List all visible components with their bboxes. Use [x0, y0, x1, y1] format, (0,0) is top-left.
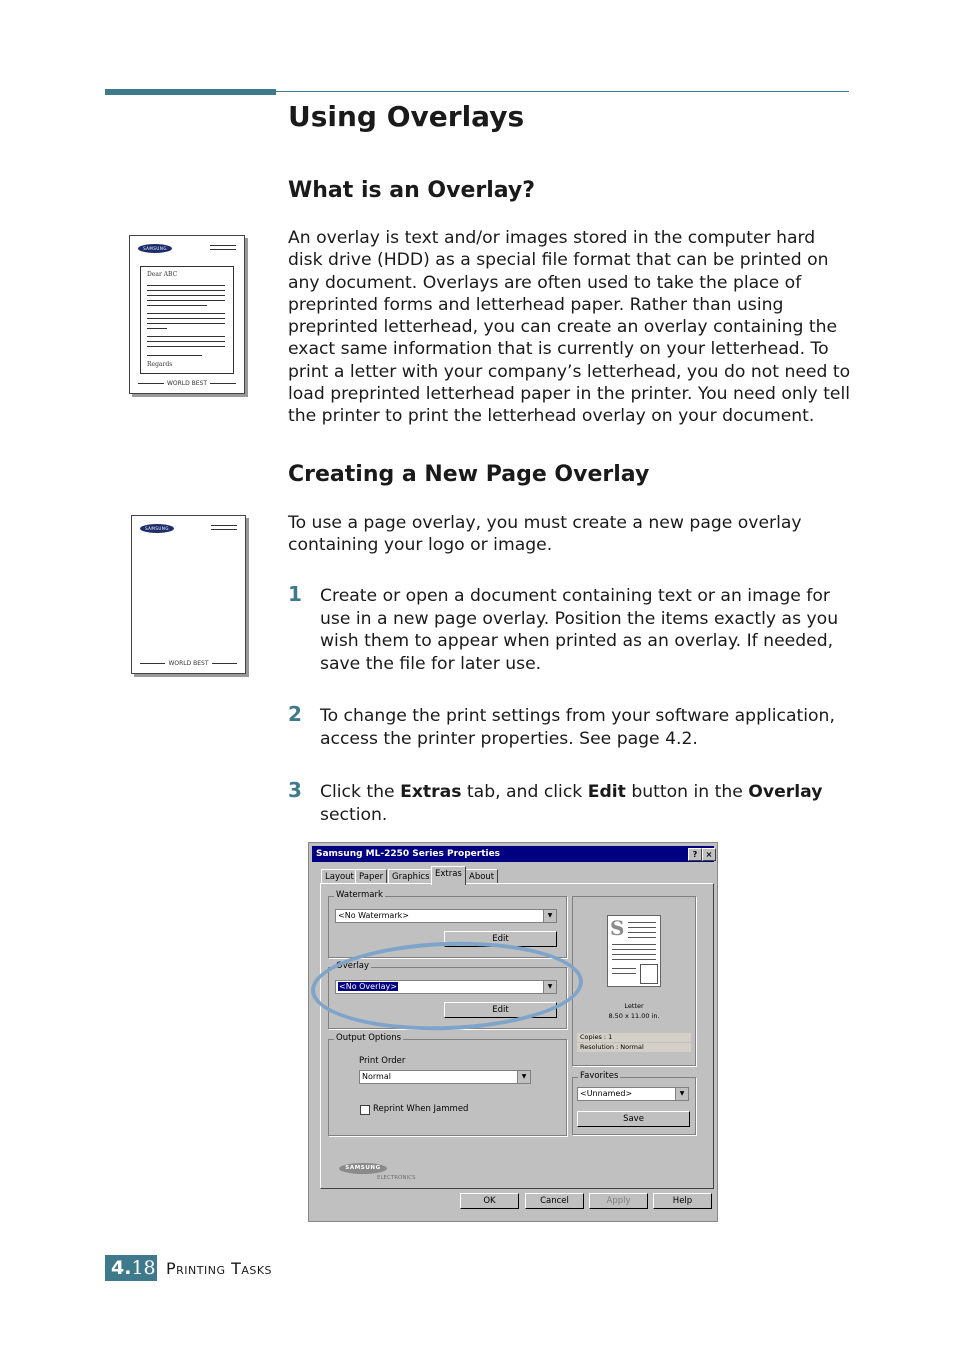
page-title: Using Overlays: [288, 100, 525, 133]
chevron-down-icon: ▼: [543, 910, 556, 922]
text-line: [612, 944, 656, 945]
step-number: 1: [288, 582, 302, 606]
overlay-box: [640, 964, 658, 984]
favorites-save-button[interactable]: Save: [577, 1111, 690, 1127]
apply-button[interactable]: Apply: [589, 1193, 648, 1209]
tab-about[interactable]: About: [465, 869, 498, 884]
favorites-label: Favorites: [580, 1071, 619, 1081]
preview-pane: [572, 896, 696, 1066]
text-line: [628, 932, 656, 933]
dialog-title: Samsung ML-2250 Series Properties: [316, 849, 501, 859]
text-line: [147, 305, 207, 306]
tab-extras[interactable]: Extras: [431, 866, 466, 885]
header-line: [210, 245, 236, 246]
step-text: To change the print settings from your software application, access the printer properties. See page 4.2.: [320, 706, 835, 749]
text-line: [147, 346, 225, 347]
step-number: 2: [288, 702, 302, 726]
preview-letter: S: [610, 916, 625, 940]
chevron-down-icon: ▼: [517, 1071, 530, 1083]
overlay-edit-button[interactable]: Edit: [444, 1002, 557, 1018]
text-line: [612, 949, 656, 950]
letterhead-thumbnail: [131, 515, 246, 674]
header-line: [211, 529, 237, 530]
output-options-group: [328, 1033, 567, 1136]
close-icon[interactable]: ×: [702, 848, 716, 861]
samsung-logo-icon: SAMSUNG: [140, 524, 174, 533]
letter-closing: Regards: [147, 361, 173, 368]
help-button[interactable]: Help: [653, 1193, 712, 1209]
text-line: [147, 313, 225, 314]
paper-size: 8.50 x 11.00 in.: [608, 1012, 660, 1020]
text-line: [147, 341, 225, 342]
samsung-logo-icon: SAMSUNG: [138, 244, 172, 253]
text-line: [147, 318, 225, 319]
tab-paper[interactable]: Paper: [355, 869, 387, 884]
output-options-label: Output Options: [336, 1033, 402, 1043]
text-line: [147, 323, 225, 324]
header-rule: [276, 91, 849, 92]
header-rule-accent: [105, 89, 276, 95]
text-line: [612, 968, 636, 969]
step-text: Click the Extras tab, and click Edit button in the Overlay section.: [320, 782, 823, 825]
print-order-label: Print Order: [359, 1056, 406, 1066]
header-line: [211, 525, 237, 526]
copies-info: Copies : 1: [577, 1033, 691, 1042]
samsung-logo-subtitle: ELECTRONICS: [377, 1175, 416, 1181]
letter-thumbnail: [129, 235, 245, 394]
text-line: [612, 959, 656, 960]
printer-properties-dialog: [308, 842, 718, 1222]
favorites-select[interactable]: <Unnamed> ▼: [577, 1087, 689, 1101]
text-line: [612, 973, 636, 974]
text-line: [147, 295, 225, 296]
paper-type: Letter: [624, 1002, 644, 1010]
resolution-info: Resolution : Normal: [577, 1043, 691, 1052]
help-icon[interactable]: ?: [688, 848, 702, 861]
watermark-edit-button[interactable]: Edit: [444, 931, 557, 947]
tab-layout[interactable]: Layout: [321, 869, 358, 884]
dialog-titlebar: [312, 846, 714, 862]
chevron-down-icon: ▼: [675, 1088, 688, 1100]
text-line: [147, 285, 225, 286]
step-text: Create or open a document containing text or an image for use in a new page overlay. Position the items exactly as you wish them to appear when printed as an overlay. If needed, save the file for later use.: [320, 586, 839, 674]
section-heading-what-is-overlay: What is an Overlay?: [288, 178, 536, 203]
thumbnail-footer: WORLD BEST: [130, 380, 244, 387]
overlay-label: Overlay: [336, 961, 370, 971]
letter-body: [140, 266, 234, 374]
text-line: [147, 300, 225, 301]
letter-greeting: Dear ABC: [147, 271, 178, 278]
section-heading-creating-overlay: Creating a New Page Overlay: [288, 462, 650, 487]
page-number: 4.18: [105, 1255, 157, 1281]
chevron-down-icon: ▼: [543, 981, 556, 993]
ok-button[interactable]: OK: [460, 1193, 519, 1209]
step-number: 3: [288, 778, 302, 802]
watermark-select[interactable]: <No Watermark> ▼: [335, 909, 557, 923]
overlay-intro: To use a page overlay, you must create a new page overlay containing your logo or image.: [288, 513, 802, 556]
text-line: [147, 336, 225, 337]
preview-page: [607, 915, 661, 987]
text-line: [147, 328, 167, 329]
text-line: [628, 937, 656, 938]
text-line: [628, 922, 656, 923]
header-line: [210, 249, 236, 250]
text-line: [628, 927, 656, 928]
cancel-button[interactable]: Cancel: [525, 1193, 584, 1209]
watermark-label: Watermark: [336, 890, 383, 900]
reprint-checkbox[interactable]: [360, 1105, 370, 1115]
overlay-description: An overlay is text and/or images stored in the computer hard disk drive (HDD) as a special file format that can be printed on any document. Overlays are often used to take the place of preprinted forms and letterhead paper. Rather than using preprinted letterhead, you can create an overlay containing the exact same information that is currently on your letterhead. To print a letter with your company’s letterhead, you do not need to load preprinted letterhead paper in the printer. You need only tell the printer to print the letterhead overlay on your document.: [288, 228, 851, 427]
text-line: [147, 355, 202, 356]
samsung-logo-icon: SAMSUNG: [339, 1163, 387, 1174]
chapter-title: Printing Tasks: [166, 1259, 273, 1278]
text-line: [612, 954, 656, 955]
reprint-label: Reprint When Jammed: [373, 1104, 469, 1114]
thumbnail-footer: WORLD BEST: [132, 660, 245, 667]
text-line: [147, 290, 225, 291]
print-order-select[interactable]: Normal ▼: [359, 1070, 531, 1084]
tab-graphics[interactable]: Graphics: [388, 869, 434, 884]
overlay-select[interactable]: <No Overlay> ▼: [335, 980, 557, 994]
